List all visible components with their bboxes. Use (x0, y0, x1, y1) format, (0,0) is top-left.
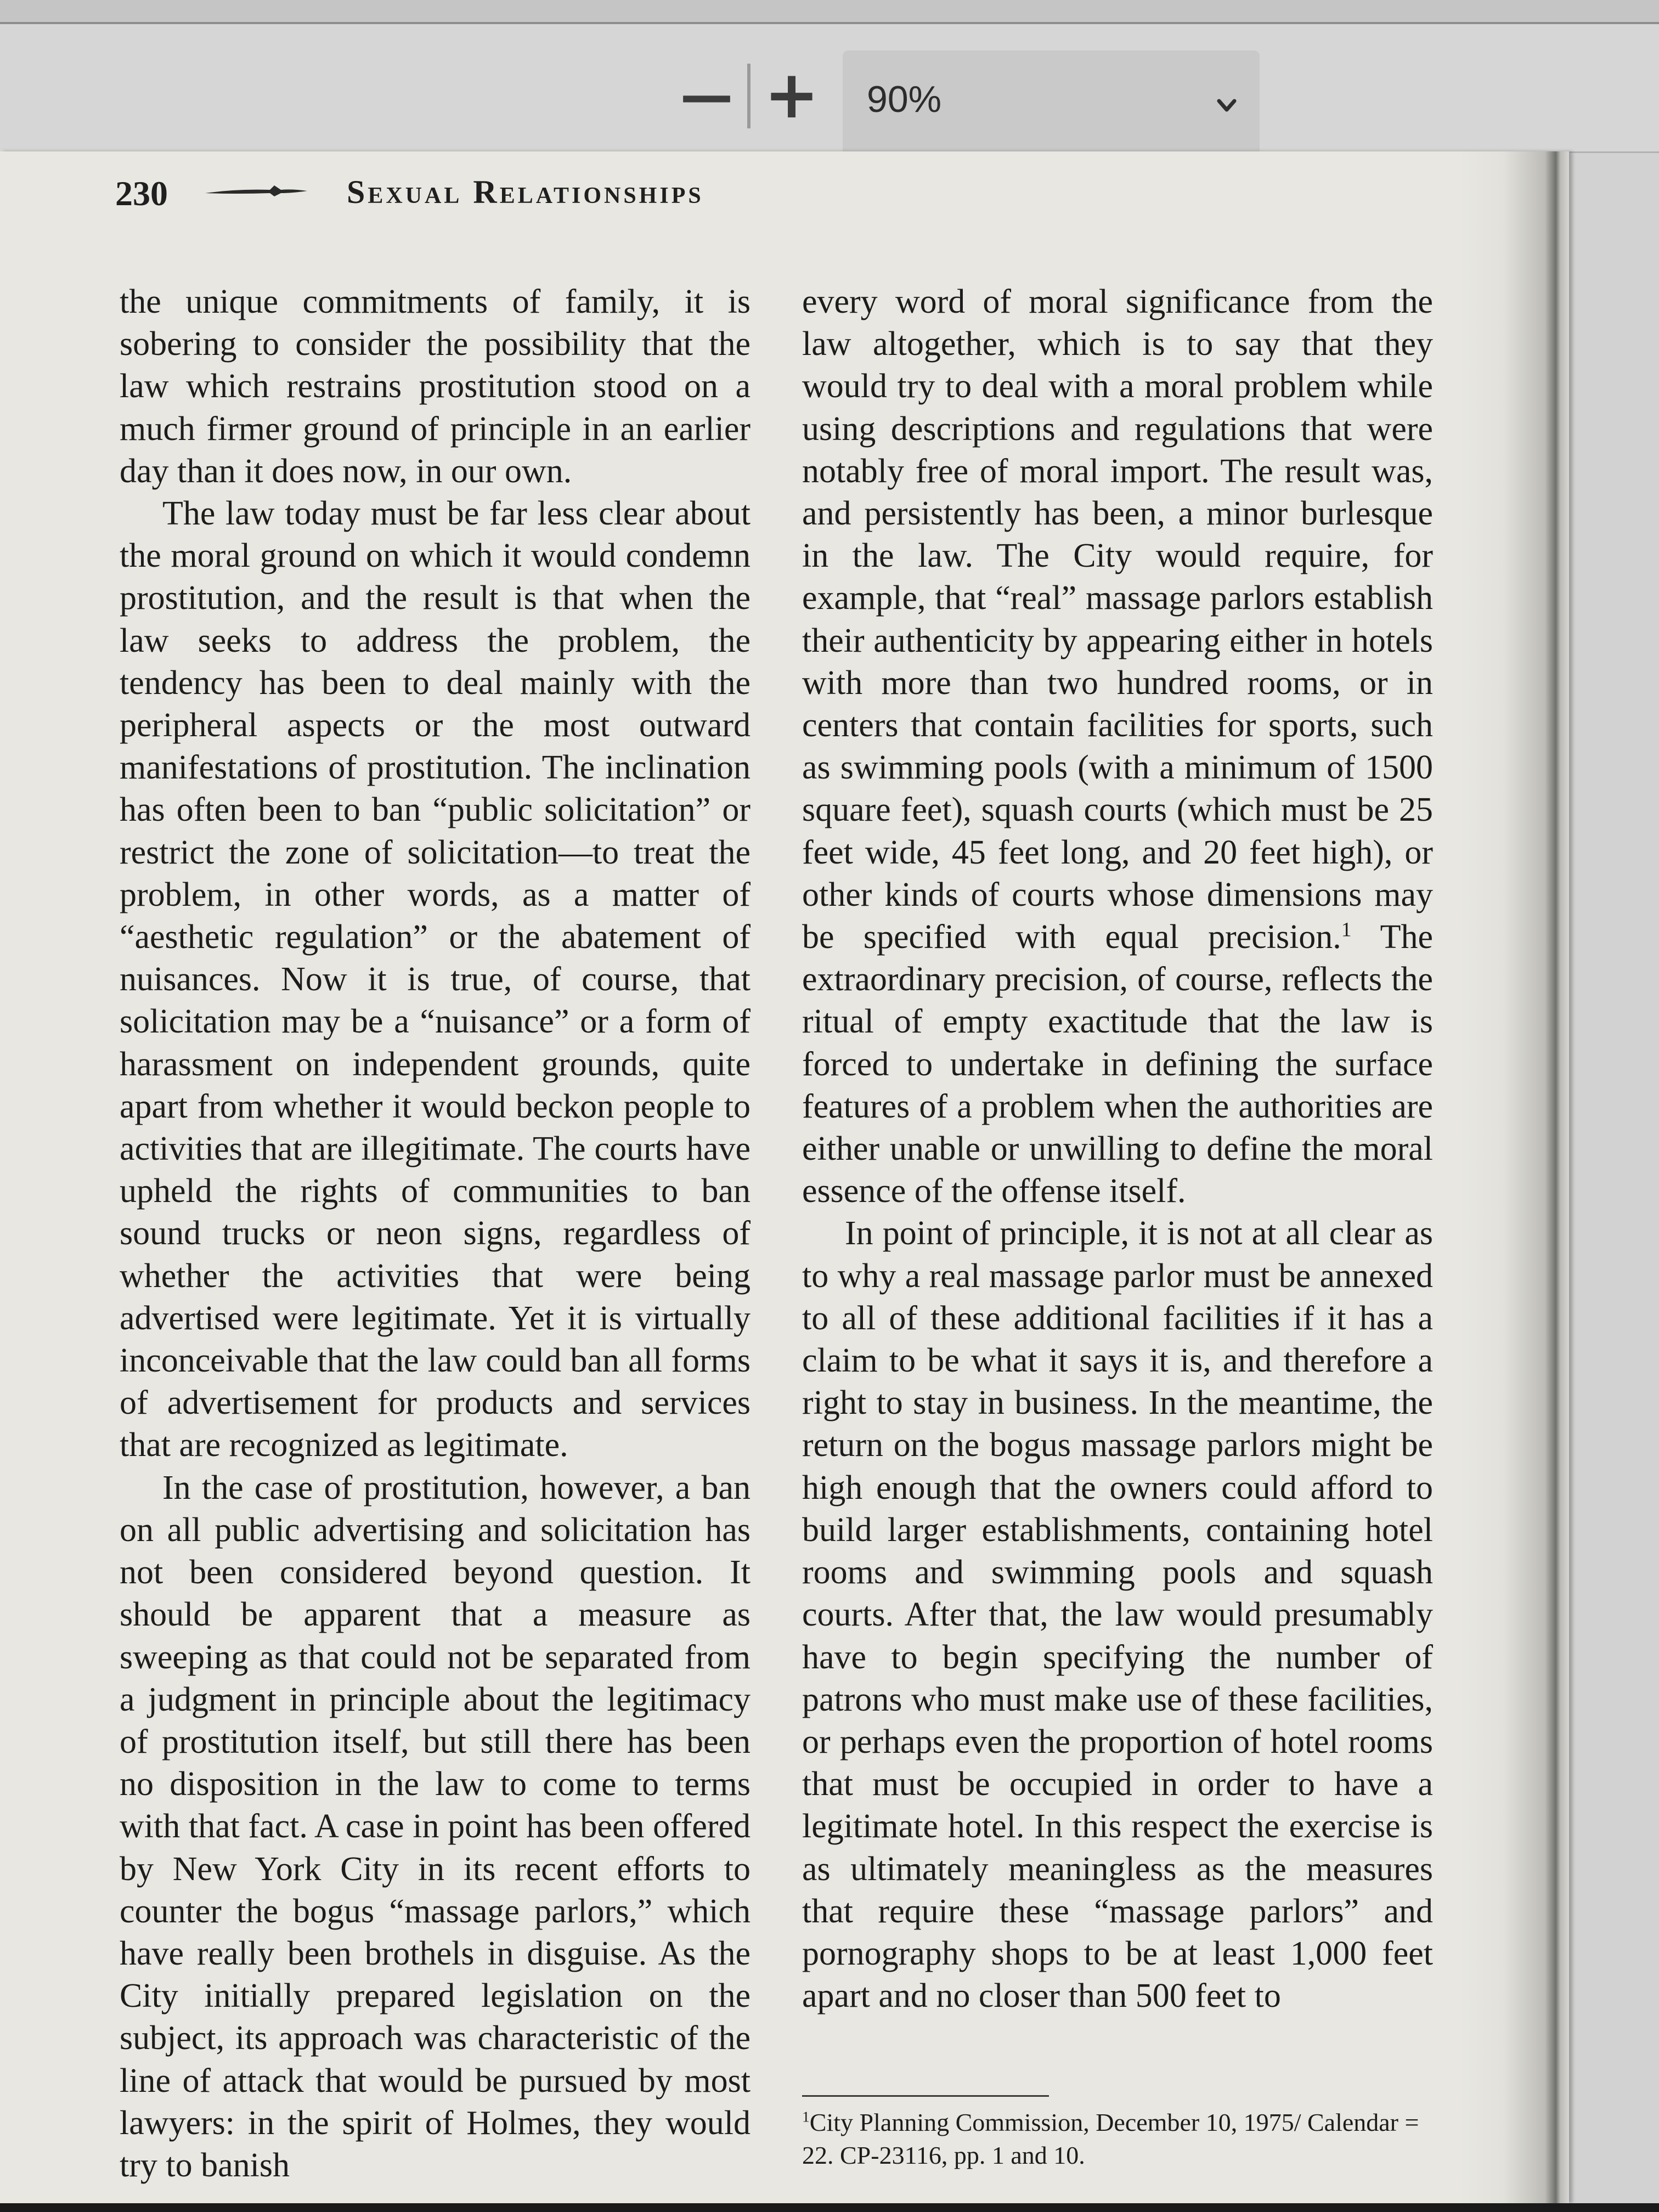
paragraph-text: every word of moral significance from the law altogether, which is to say that they would try to deal with a moral problem while using descriptions and regulations that were notably free of moral import. The result was, and persistently has been, a minor burlesque in the law. The City would require, for example, that “real” massage parlors establish their authenticity by appearing either in hotels with more than two hundred rooms, or in centers that contain facilities for sports, such as swimming pools (with a minimum of 1500 square feet), squash courts (which must be 25 feet wide, 45 feet long, and 20 feet high), or other kinds of courts whose dimensions may be specified with equal precision. (802, 283, 1433, 956)
zoom-level-value: 90% (867, 78, 942, 120)
zoom-out-button[interactable]: — (680, 65, 733, 126)
footnote (802, 2106, 1433, 2172)
zoom-level-dropdown[interactable] (843, 50, 1260, 158)
zoom-toolbar (0, 24, 1659, 153)
footnote-reference[interactable]: 1 (1341, 918, 1352, 941)
text-column-right (802, 281, 1433, 2017)
text-column-left (120, 281, 751, 2187)
running-head: Sexual Relationships (347, 174, 704, 210)
toolbar-divider (747, 64, 751, 128)
page-number: 230 (115, 174, 168, 213)
paragraph: The law today must be far less clear about the moral ground on which it would condemn prostitution, and the result is that when the law seeks to address the problem, the tendency has been to deal mainly with the peripheral aspects or the most outward manifestations of prostitution. The inclination has often been to ban “public solicitation” or restrict the zone of solicitation—to treat the problem, in other words, as a matter of “aesthetic regulation” or the abatement of nuisances. Now it is true, of course, that solicitation may be a “nuisance” or a form of harassment on independent grounds, quite apart from whether it would beckon people to activities that are illegitimate. The courts have upheld the rights of communities to ban sound trucks or neon signs, regardless of whether the activities that were being advertised were legitimate. Yet it is virtually inconceivable that the law could ban all forms of advertisement for products and services that are recognized as legitimate. (120, 495, 751, 1464)
footnote-rule (802, 2095, 1049, 2097)
paragraph (802, 281, 1433, 1212)
paragraph: In the case of prostitution, however, a ban on all public advertising and solicitation has not been considered beyond question. It should be apparent that a measure as sweeping as that could not be separated from a judgment in principle about the legitimacy of prostitution itself, but still there has been no disposition in the law to come to terms with that fact. A case in point has been offered by New York City in its recent efforts to counter the bogus “massage parlors,” which have really been brothels in disguise. As the City initially prepared legislation on the subject, its approach was characteristic of the line of attack that would be pursued by most lawyers: in the spirit of Holmes, they would try to banish (120, 1469, 751, 2184)
paragraph-text: The extraordinary precision, of course, reflects the ritual of empty exactitude that the law is forced to undertake in defining the surface features of a problem when the authorities are either unable or unwilling to define the moral essence of the offense itself. (802, 918, 1433, 1210)
footnote-mark: 1 (802, 2108, 810, 2125)
page-edge-shadow (1459, 151, 1569, 2203)
document-page[interactable] (0, 151, 1569, 2203)
zoom-in-button[interactable]: + (764, 57, 820, 133)
paragraph: In point of principle, it is not at all clear as to why a real massage parlor must be annexed to all of these additional facilities if it has a claim to be what it says it is, and therefore a right to stay in business. In the meantime, the return on the bogus massage parlors might be high enough that the owners could afford to build larger establishments, containing hotel rooms and swimming pools and squash courts. After that, the law would presumably have to begin specifying the number of patrons who must make use of these facilities, or perhaps even the proportion of hotel rooms that must be occupied in order to have a legitimate hotel. In this respect the exercise is as ultimately meaningless as the measures that require these “massage parlors” and pornography shops to be at least 1,000 feet apart and no closer than 500 feet to (802, 1215, 1433, 2015)
paragraph: the unique commitments of family, it is sobering to consider the possibility that the law which restrains prostitution stood on a much firmer ground of principle in an earlier day than it does now, in our own. (120, 283, 751, 490)
leaf-ornament-icon (204, 179, 308, 201)
footnote-text: City Planning Commission, December 10, 1975/ Calendar = 22. CP-23116, pp. 1 and 10. (802, 2108, 1419, 2169)
viewer-top-strip (0, 0, 1659, 24)
bottom-bezel (0, 2203, 1659, 2212)
chevron-down-icon (1216, 94, 1238, 116)
